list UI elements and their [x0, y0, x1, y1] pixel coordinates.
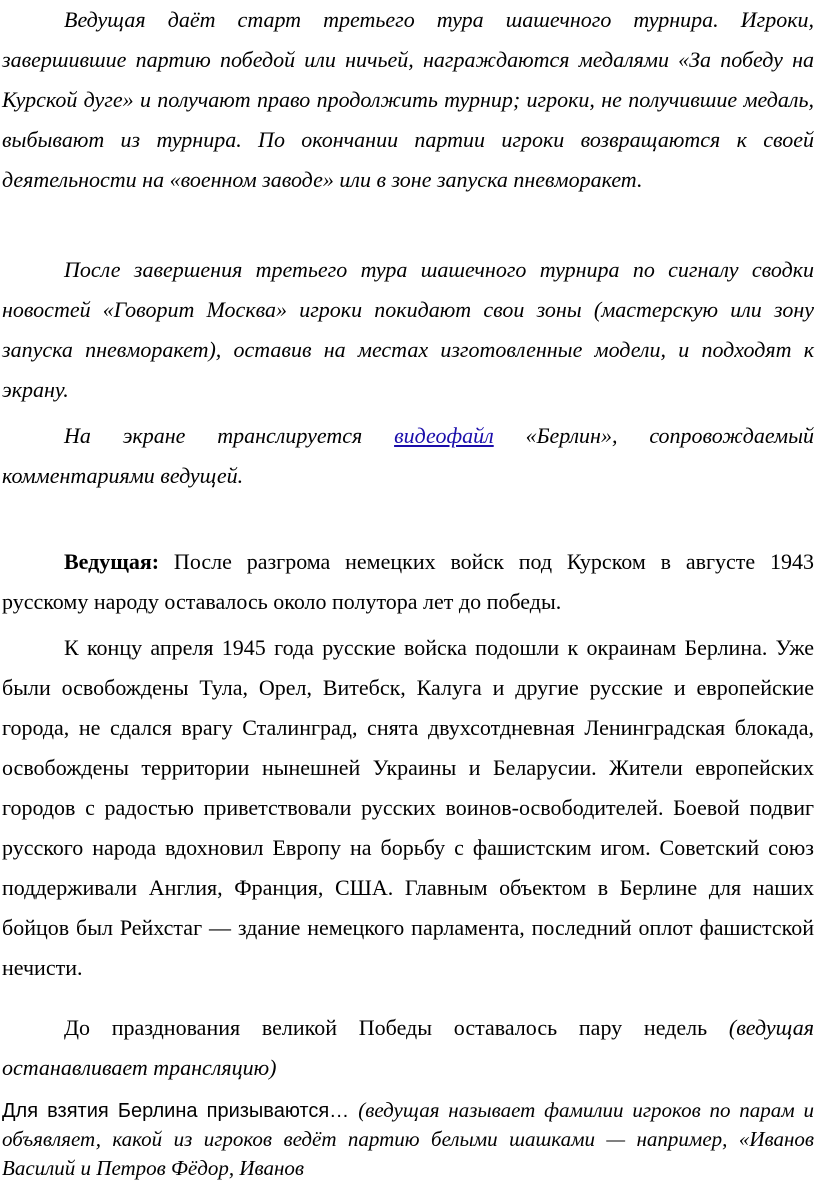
paragraph-video-broadcast: [2, 416, 814, 496]
paragraph-text-after-link: «Берлин», сопровождаемый комментариями ведущей.: [2, 423, 814, 488]
paragraph-text: Ведущая даёт старт третьего тура шашечного турнира. Игроки, завершившие партию победой или ничьей, награждаются медалями «За победу на Курской дуге» и получают право продолжить турнир; игроки, не получившие медаль, выбывают из турнира. По окончании партии игроки возвращаются к своей деятельности на «военном заводе» или в зоне запуска пневморакет.: [2, 7, 814, 192]
paragraph-victory-weeks: [2, 1008, 814, 1088]
paragraph-text: Для взятия Берлина призываются…: [2, 1100, 359, 1122]
paragraph-host-speech: [2, 542, 814, 622]
paragraph-tour-start: [2, 0, 814, 200]
paragraph-text: После завершения третьего тура шашечного турнира по сигналу сводки новостей «Говорит Москва» игроки покидают свои зоны (мастерскую или зону запуска пневморакет), оставив на местах изготовленные модели, и подходят к экрану.: [2, 257, 814, 402]
stage-direction: (ведущая называет фамилии игроков по парам и объявляет, какой из игроков ведёт партию белыми шашками — например, «Иванов Василий и Петров Фёдор, Иванов: [2, 1098, 814, 1180]
paragraph-text: После разгрома немецких войск под Курском в августе 1943 русскому народу оставалось около полутора лет до победы.: [2, 549, 814, 614]
paragraph-after-tour: [2, 250, 814, 410]
paragraph-berlin-call: [2, 1096, 814, 1183]
paragraph-text-before-link: На экране транслируется: [64, 423, 395, 448]
speaker-label: Ведущая:: [64, 549, 160, 574]
stage-direction: (ведущая останавливает трансляцию): [2, 1015, 814, 1080]
paragraph-berlin-approach: [2, 628, 814, 988]
paragraph-text: К концу апреля 1945 года русские войска подошли к окраинам Берлина. Уже были освобождены Тула, Орел, Витебск, Калуга и другие русские и европейские города, не сдался врагу Сталинград, снята двухсотдневная Ленинградская блокада, освобождены территории нынешней Украины и Беларусии. Жители европейских городов с радостью приветствовали русских воинов-освободителей. Боевой подвиг русского народа вдохновил Европу на борьбу с фашистским игом. Советский союз поддерживали Англия, Франция, США. Главным объектом в Берлине для наших бойцов был Рейхстаг — здание немецкого парламента, последний оплот фашистской нечисти.: [2, 635, 814, 980]
paragraph-text: До празднования великой Победы оставалось пару недель: [64, 1015, 729, 1040]
video-file-link[interactable]: видеофайл: [394, 423, 494, 448]
